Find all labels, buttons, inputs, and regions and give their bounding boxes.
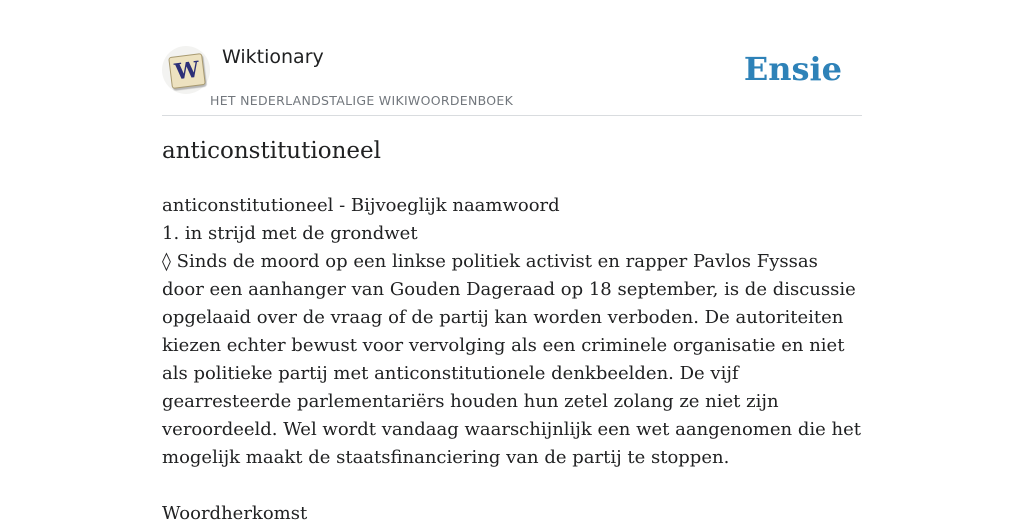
example-text: ◊ Sinds de moord op een linkse politiek activist en rapper Pavlos Fyssas door een aanhanger van Gouden Dageraad op 18 september, is de discussie opgelaaid over de vraag of de partij kan worden verboden. De autoriteiten kiezen echter bewust voor vervolging als een criminele organisatie en niet als politieke partij met anticonstitutionele denkbeelden. De vijf gearresteerde parlementariërs houden hun zetel zolang ze niet zijn veroordeeld. Wel wordt vandaag waarschijnlijk een wet aangenomen die het mogelijk maakt de staatsfinanciering van de partij te stoppen. [162, 251, 861, 468]
section-heading-etymology: Woordherkomst [162, 503, 308, 524]
site-name[interactable]: Wiktionary [222, 46, 324, 68]
definition-line: anticonstitutioneel - Bijvoeglijk naamwoord [162, 195, 560, 216]
logo-tile: W [168, 53, 206, 89]
site-header [162, 0, 862, 116]
entry-content [162, 192, 862, 528]
wiktionary-logo-icon[interactable] [162, 46, 210, 94]
page [162, 0, 862, 524]
site-subtitle: HET NEDERLANDSTALIGE WIKIWOORDENBOEK [210, 93, 514, 108]
ensie-brand-link[interactable]: Ensie [743, 50, 842, 88]
sense-text: 1. in strijd met de grondwet [162, 223, 418, 244]
page-title: anticonstitutioneel [162, 138, 381, 164]
